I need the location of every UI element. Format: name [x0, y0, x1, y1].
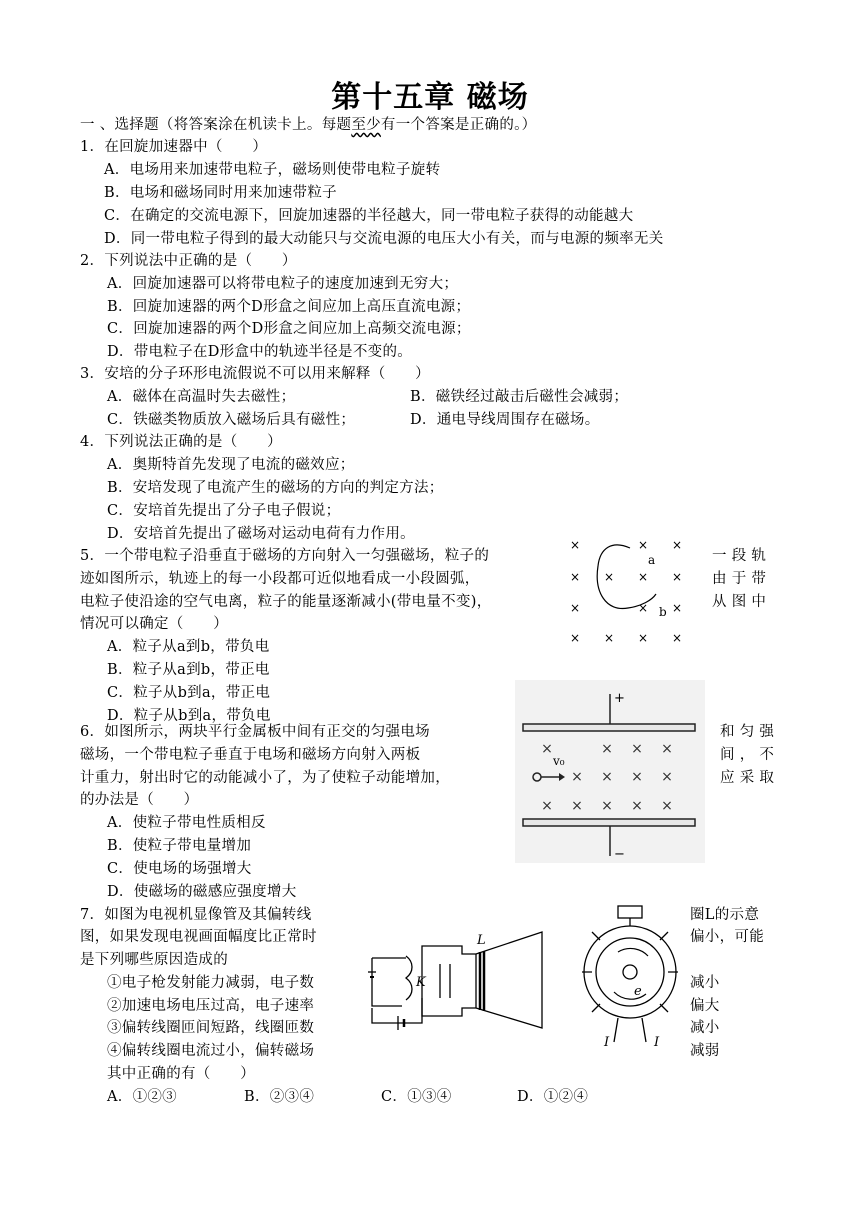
- q7-choice-d: D．①②④: [517, 1089, 589, 1105]
- field-cross: ×: [671, 631, 683, 645]
- q1-option-b: B．电场和磁场同时用来加速带粒子: [104, 185, 337, 201]
- q6-plates-figure: [515, 680, 705, 863]
- q2-option-b: B．回旋加速器的两个D形盒之间应加上高压直流电源；: [107, 299, 471, 315]
- minus-sign: −: [614, 847, 625, 862]
- field-cross: ×: [661, 769, 673, 785]
- q4-option-d: D．安培首先提出了磁场对运动电荷有力作用。: [107, 526, 415, 542]
- q7-item-3-tail: 减小: [690, 1020, 720, 1036]
- field-cross: ×: [603, 631, 615, 645]
- field-cross: ×: [671, 570, 683, 584]
- q7-right-1: 圈L的示意: [690, 907, 760, 923]
- q7-question: 其中正确的有（ ）: [107, 1066, 255, 1082]
- q3-option-a: A．磁体在高温时失去磁性；: [107, 389, 296, 405]
- q7-item-1: ①电子枪发射能力减弱，电子数: [107, 975, 315, 991]
- field-cross: ×: [601, 769, 613, 785]
- q6-option-d: D．使磁场的磁感应强度增大: [107, 884, 297, 900]
- q6-line-3: 计重力，射出时它的动能减小了，为了使粒子动能增加，: [80, 770, 450, 786]
- field-cross: ×: [571, 769, 583, 785]
- field-cross: ×: [603, 570, 615, 584]
- section-suffix: 有一个答案是正确的。）: [380, 117, 537, 133]
- q4-option-b: B．安培发现了电流产生的磁场的方向的判定方法；: [107, 480, 444, 496]
- q2-stem: 2．下列说法中正确的是（ ）: [80, 253, 297, 269]
- q3-option-b: B．磁铁经过敲击后磁性会减弱；: [410, 389, 629, 405]
- label-a: a: [648, 553, 656, 567]
- q1-option-c: C．在确定的交流电源下，回旋加速器的半径越大，同一带电粒子获得的动能越大: [104, 208, 634, 224]
- q5-right-2: 由 于 带: [712, 571, 767, 587]
- current-label-right: I: [654, 1035, 660, 1048]
- q5-option-c: C．粒子从b到a，带正电: [107, 685, 271, 701]
- q6-line-4: 的办法是（ ）: [80, 792, 199, 808]
- lead-left: [614, 1018, 618, 1042]
- q2-option-c: C．回旋加速器的两个D形盒之间应加上高频交流电源；: [107, 321, 471, 337]
- field-cross: ×: [631, 769, 643, 785]
- q7-right-2: 偏小，可能: [690, 929, 764, 945]
- q7-item-4-tail: 减弱: [690, 1043, 720, 1059]
- q7-item-3: ③偏转线圈匝间短路，线圈匝数: [107, 1020, 315, 1036]
- beam-center: [623, 965, 637, 979]
- q5-line-2: 迹如图所示，轨迹上的每一小段都可近似地看成一小段圆弧，: [80, 571, 480, 587]
- velocity-label: v₀: [553, 754, 565, 768]
- plus-sign: +: [614, 691, 625, 706]
- top-plate: [523, 724, 695, 731]
- section-heading: [80, 115, 536, 135]
- q1-option-d: D．同一带电粒子得到的最大动能只与交流电源的电压大小有关，而与电源的频率无关: [104, 231, 664, 247]
- field-cross: ×: [671, 538, 683, 552]
- cathode-filament: [406, 956, 412, 1000]
- q6-option-b: B．使粒子带电量增加: [107, 838, 252, 854]
- q5-line-4: 情况可以确定（ ）: [80, 616, 228, 632]
- field-cross: ×: [571, 798, 583, 814]
- field-cross: ×: [541, 741, 553, 757]
- q5-right-1: 一 段 轨: [712, 548, 767, 564]
- bottom-plate: [523, 819, 695, 826]
- q3-stem: 3．安培的分子环形电流假说不可以用来解释（ ）: [80, 366, 430, 382]
- q5-line-1: 5．一个带电粒子沿垂直于磁场的方向射入一匀强磁场，粒子的: [80, 548, 490, 564]
- page-title: 第十五章 磁场: [331, 80, 529, 115]
- q2-option-d: D．带电粒子在D形盒中的轨迹半径是不变的。: [107, 344, 413, 360]
- field-cross: ×: [637, 631, 649, 645]
- q1-option-a: A．电场用来加速带电粒子，磁场则使带电粒子旋转: [104, 162, 441, 178]
- field-cross: ×: [637, 570, 649, 584]
- field-cross: ×: [569, 570, 581, 584]
- q5-option-d: D．粒子从b到a，带负电: [107, 708, 271, 724]
- coil-label-L: L: [477, 933, 486, 948]
- q7-choice-a: A．①②③: [107, 1089, 177, 1105]
- q7-choice-c: C．①③④: [381, 1089, 452, 1105]
- q6-right-1: 和 匀 强: [720, 724, 775, 740]
- field-cross: ×: [637, 601, 649, 615]
- field-cross: ×: [631, 798, 643, 814]
- q5-trajectory-figure: [560, 536, 700, 646]
- q1-stem: 1．在回旋加速器中（ ）: [80, 139, 268, 155]
- field-cross: ×: [569, 538, 581, 552]
- circuit-wires: [372, 958, 422, 1023]
- q5-right-3: 从 图 中: [712, 594, 767, 610]
- field-arc-top: [618, 948, 648, 956]
- q3-option-c: C．铁磁类物质放入磁场后具有磁性；: [107, 412, 356, 428]
- coil-clamp: [618, 906, 642, 918]
- field-cross: ×: [661, 741, 673, 757]
- field-cross: ×: [671, 601, 683, 615]
- current-label-left: I: [604, 1035, 610, 1048]
- cathode-label-K: K: [416, 975, 426, 990]
- section-prefix: 一 、选择题（将答案涂在机读卡上。每题: [80, 117, 352, 133]
- q6-line-2: 磁场，一个带电粒子垂直于电场和磁场方向射入两板: [80, 747, 421, 763]
- q6-line-1: 6．如图所示，两块平行金属板中间有正交的匀强电场: [80, 724, 430, 740]
- q6-option-c: C．使电场的场强增大: [107, 861, 252, 877]
- q7-line-2: 图，如果发现电视画面幅度比正常时: [80, 929, 317, 945]
- lead-right: [642, 1018, 646, 1042]
- q7-line-1: 7．如图为电视机显像管及其偏转线: [80, 907, 312, 923]
- field-cross: ×: [637, 538, 649, 552]
- q5-option-a: A．粒子从a到b，带负电: [107, 639, 270, 655]
- field-cross: ×: [631, 741, 643, 757]
- field-cross: ×: [541, 798, 553, 814]
- field-cross: ×: [661, 798, 673, 814]
- q7-crt-figure: [362, 928, 552, 1040]
- field-cross: ×: [569, 601, 581, 615]
- section-emphasis: 至少: [351, 117, 381, 133]
- q7-item-2: ②加速电场电压过高，电子速率: [107, 998, 315, 1014]
- q7-item-2-tail: 偏大: [690, 998, 720, 1014]
- q6-option-a: A．使粒子带电性质相反: [107, 815, 266, 831]
- q7-item-4: ④偏转线圈电流过小，偏转磁场: [107, 1043, 315, 1059]
- q4-option-c: C．安培首先提出了分子电子假说；: [107, 503, 341, 519]
- q4-stem: 4．下列说法正确的是（ ）: [80, 434, 282, 450]
- q7-item-1-tail: 减小: [690, 975, 720, 991]
- q6-right-2: 间 ， 不: [720, 747, 775, 763]
- label-b: b: [659, 605, 667, 619]
- q7-choice-b: B．②③④: [244, 1089, 315, 1105]
- q3-option-d: D．通电导线周围存在磁场。: [410, 412, 600, 428]
- q5-line-3: 电粒子使沿途的空气电离，粒子的能量逐渐减小(带电量不变)，: [80, 594, 492, 610]
- q7-line-3: 是下列哪些原因造成的: [80, 952, 228, 968]
- field-cross: ×: [601, 741, 613, 757]
- q7-coil-figure: [578, 900, 688, 1048]
- coil-outer-ring: [584, 926, 676, 1018]
- field-cross: ×: [569, 631, 581, 645]
- q4-option-a: A．奥斯特首先发现了电流的磁效应；: [107, 457, 355, 473]
- electron-label: e: [634, 984, 642, 999]
- q2-option-a: A．回旋加速器可以将带电粒子的速度加速到无穷大；: [107, 276, 459, 292]
- q5-option-b: B．粒子从a到b，带正电: [107, 662, 270, 678]
- field-cross: ×: [601, 798, 613, 814]
- q6-right-3: 应 采 取: [720, 770, 775, 786]
